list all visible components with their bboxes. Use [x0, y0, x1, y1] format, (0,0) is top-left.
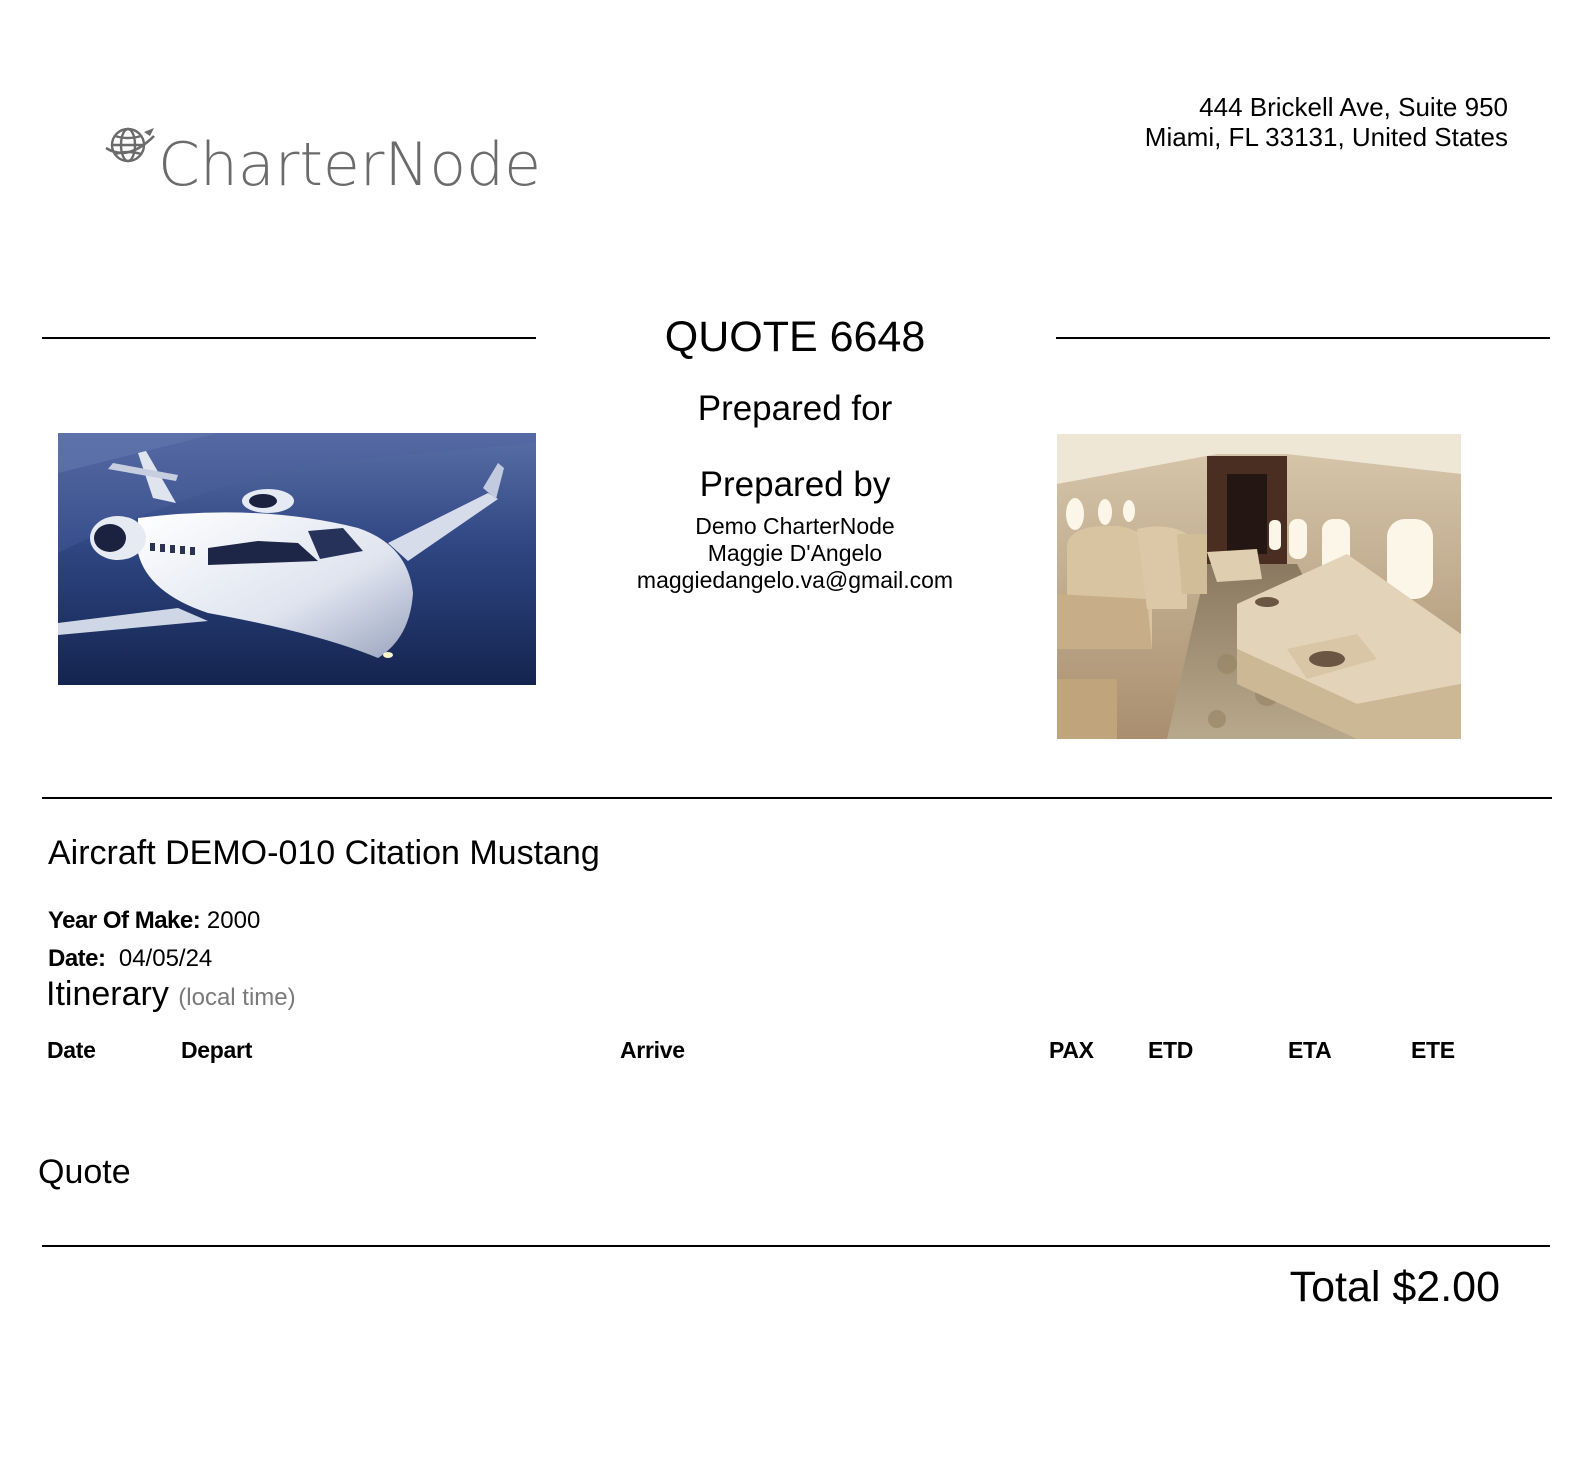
brand-logo — [104, 122, 541, 202]
itinerary-heading — [46, 974, 296, 1018]
globe-plane-icon — [104, 122, 156, 168]
quote-total: Total $2.00 — [1289, 1263, 1500, 1311]
address-line-1: 444 Brickell Ave, Suite 950 — [1199, 92, 1508, 122]
prepared-for-heading: Prepared for — [697, 389, 893, 428]
preparer-name: Maggie D'Angelo — [707, 540, 883, 566]
address-line-2: Miami, FL 33131, United States — [1144, 122, 1508, 152]
year-of-make-value: 2000 — [206, 907, 261, 934]
company-address — [1145, 92, 1508, 152]
quote-section-title: Quote — [38, 1153, 131, 1191]
column-header-ete: ETE — [1411, 1037, 1455, 1063]
title-rule-left — [42, 337, 536, 339]
section-rule-top — [42, 797, 1552, 799]
column-header-pax: PAX — [1049, 1037, 1094, 1063]
column-header-eta: ETA — [1288, 1037, 1332, 1063]
year-of-make-label: Year Of Make: — [48, 907, 201, 934]
quote-title: QUOTE 6648 — [664, 313, 926, 361]
brand-name: CharterNode — [158, 130, 542, 200]
preparer-email: maggiedangelo.va@gmail.com — [636, 567, 954, 593]
date-value: 04/05/24 — [118, 945, 213, 972]
date-row — [48, 944, 212, 974]
column-header-arrive: Arrive — [620, 1037, 685, 1063]
date-label: Date: — [48, 945, 106, 972]
prepared-by-details — [540, 513, 1050, 594]
itinerary-title: Itinerary — [46, 975, 169, 1013]
jet-interior-photo — [1057, 434, 1461, 739]
column-header-date: Date — [47, 1037, 96, 1063]
quote-rule — [42, 1245, 1550, 1247]
jet-exterior-photo — [58, 433, 536, 685]
aircraft-title: Aircraft DEMO-010 Citation Mustang — [48, 834, 600, 872]
column-header-depart: Depart — [181, 1037, 253, 1063]
prepared-by-heading: Prepared by — [699, 465, 891, 504]
itinerary-subtitle: (local time) — [178, 984, 296, 1011]
year-of-make-row — [48, 906, 260, 936]
preparer-company: Demo CharterNode — [695, 513, 895, 539]
title-rule-right — [1056, 337, 1550, 339]
column-header-etd: ETD — [1148, 1037, 1194, 1063]
